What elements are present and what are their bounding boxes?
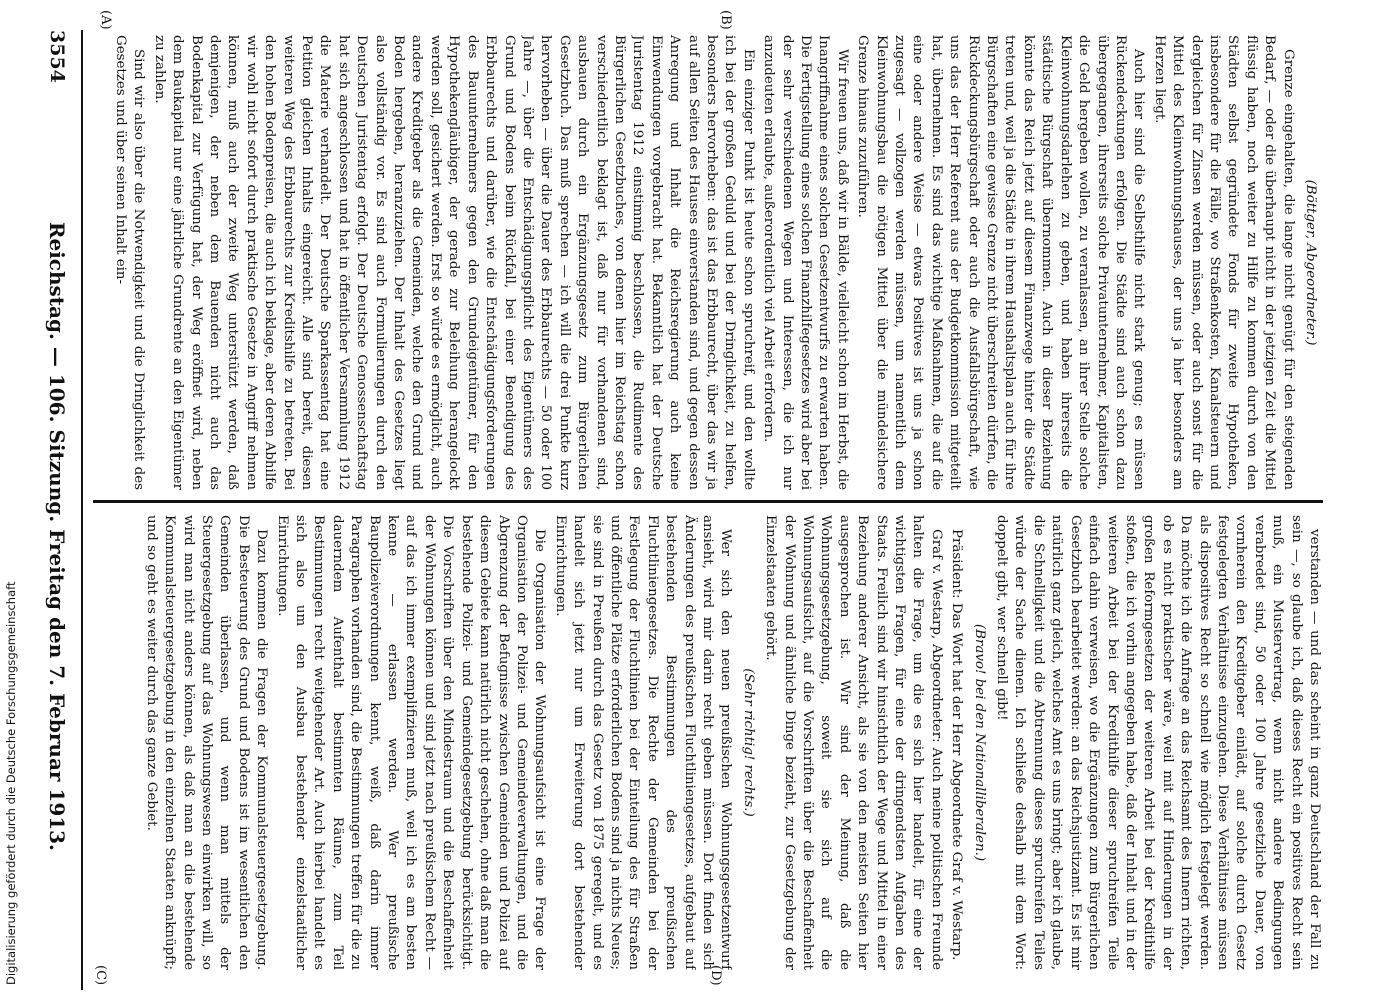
running-title: Reichstag. — 106. Sitzung. Freitag den 7. Februar 1913. [45,221,69,852]
left-column [88,35,1323,490]
paragraph: Ein einziger Punkt ist heute schon spruchreif, und den wollte ich bei der großen Geduld und bei der Dringlichkeit, zu helfen, besonders hervorheben: das ist das Erbbaurecht, über das wir ja auf allen Seiten des Hauses einverstanden sind, und gegen dessen Anregung und Inhalt die Reichsregierung auch keine Einwendungen vorgebracht hat. Bekanntlich hat der Deutsche Juristentag 1912 einstimmig beschlossen, die Rudimente des Bürgerlichen Gesetzbuches, von denen hier im Reichstag schon verschiedentlich beklagt ist, daß nur für vorhandenen sind, ausbauen durch ein Ergänzungsgesetz zum Bürgerlichen Gesetzbuch. Das muß sprechen — ich will die drei Punkte kurz hervorheben — über die Dauer des Erbbaurechts — 50 oder 100 Jahre —, über die Entschädigungspflicht des Eigentümers des Grund und Bodens beim Rückfall, bei einer Beendigung des Erbbaurechts und darüber, wie die Entschädigungsforderungen des Bauunternehmers gegen den Grundeigentümer, für den Hypothekengläubiger, der gerade zur Beleihung herangelockt werden soll, gesichert werden. Erst so würde es ermöglicht, auch andere Kreditgeber als die Gemeinden, welche den Grund und Boden hergeben, heranzuziehen. Der Inhalt des Gesetzes liegt also vollständig vor. Es sind auch Formulierungen durch den Deutschen Juristentag erfolgt. Der Deutsche Genossenschaftstag hat sich angeschlossen und hat in öffentlicher Versammlung 1912 die Materie verhandelt. Der Deutsche Sparkassentag hat eine Petition gleichen Inhalts eingereicht. Alle sind bereit, diesen weiteren Weg des Erbbaurechts zur Kreditshilfe zu betreten. Bei den hohen Bodenpreisen, die auch ich beklage, aber deren Abhilfe wir wohl nicht sofort durch praktische Gesetze in Angriff nehmen können, muß auch der zweite Weg unterstützt werden, daß demjenigen, der neben dem Bauenden nicht auch das Bodenkapital zur Verfügung hat, der Weg eröffnet wird, neben dem Baukapital nur eine jährliche Grundrente an den Eigentümer zu zahlen. [151,35,756,490]
interjection: (Sehr richtig! rechts.) [740,668,756,817]
paragraph: Präsident: Das Wort hat der Herr Abgeordnete Graf v. Westarp. [949,529,965,961]
paragraph: verstanden — und das scheint in ganz Deutschland der Fall zu sein —, so glaube ich, daß dieses Recht ein positives Recht sein muß, ein Mustervertrag, wenn nicht andere Bedingungen verabredet sind, 50 oder 100 Jahre gesetzliche Dauer, von vornherein den Kreditgeber einlädt, auf solche durch Gesetz festgelegten Verhältnisse einzugehen. Diese Verhältnisse müssen als dispositives Recht so schnell wie möglich festgelegt werden. Da möchte ich die Anfrage an das Reichsamt des Innern richten, ob es nicht praktischer wäre, weil mit auf Hinderungen in der großen Reformgesetzen der weiteren Arbeit bei der Kredithilfe stoßen, die ich vorhin angegeben habe, daß der Inhalt und in der weiteren Arbeit bei der Kredithilfe dieser spruchreifen Teile einfach dahin verweisen, wo die Ergänzungen zum Bürgerlichen Gesetzbuch bearbeitet werden: an das Reichsjustizamt. Es ist mir natürlich ganz gleich, welches Amt es uns bringt; aber ich glaube, die Schnelligkeit und die Abtrennung dieses spruchreifen Teiles würde der Sache dienen. Ich schließe deshalb mit dem Wort: doppelt gibt, wer schnell gibt! [994,515,1322,970]
paragraph: Dazu kommen die Fragen der Kommunalsteuergesetzgebung. Die Besteuerung des Grund und Bodens ist im wesentlichen den Gemeinden überlassen, und wenn man mittels der Steuergesetzgebung auf das Wohnungswesen einwirken will, so wird man nicht anders können, als daß man an die bestehende Kommunalsteuergesetzgebung in den einzelnen Staaten anknüpft; und so geht es weiter durch das ganze Gebiet. [143,515,270,970]
paragraph: Grenze eingehalten, die lange nicht genügt für den steigenden Bedarf, — oder die überhaupt nicht in der jetzigen Zeit die Mittel flüssig haben, noch weiter zu Hilfe zu kommen durch von den Städten selbst gegründete Fonds für zweite Hypotheken, insbesondere für die Fälle, wo Straßenkosten, Kanalsteuern und dergleichen für Zinsen werden müssen, oder auch sonst für die Mittel des Kleinwohnungshauses, der uns ja hier besonders am Herzen liegt. [1151,35,1296,490]
paragraph: Die Organisation der Wohnungsaufsicht ist eine Frage der Organisation der Polizei- und Gemeindeverwaltungen, und die Abgrenzung der Befugnisse zwischen Gemeinden und Polizei auf diesem Gebiete kann natürlich nicht geschehen, ohne daß man die bestehende Polizei- und Gemeindegesetzgebung berücksichtigt. Die Vorschriften über den Mindestraum und die Beschaffenheit der Wohnungen können und sind jetzt nach preußischem Recht — auf das ich immer exemplifizieren muß, weil ich es am besten kenne — erlassen werden. Wer preußische Baupolizeiverordnungen kennt, weiß, daß darin immer Paragraphen vorhanden sind, die Bestimmungen treffen für die zu dauerndem Aufenthalt bestimmten Räume, zum Teil Bestimmungen recht weitgehender Art. Auch hierbei handelt es sich also um den Ausbau bestehender einzelstaatlicher Einrichtungen. [274,515,548,970]
margin-mark-d: (D) [708,965,723,986]
paragraph: (Böttger, Abgeordneter.) [1303,179,1318,346]
header-rule [81,30,83,990]
margin-mark-b: (B) [718,10,733,30]
page-header [37,30,77,990]
applause-note: (Bravo! bei den Nationalliberalen.) [971,623,987,862]
margin-mark-c: (C) [93,965,108,986]
right-column [88,515,1323,970]
paragraph: Graf v. Westarp, Abgeordneter: Auch meine politischen Freunde halten die Frage, um die es sich hier handelt, für eine der wichtigsten Fragen, für eine der dringendsten Aufgaben des Staats. Freilich sind wir hinsichtlich der Wege und Mittel in einer Beziehung anderer Ansicht, als sie von den meisten Seiten hier ausgesprochen ist. Wir sind der Meinung, daß die Wohnungsgesetzgebung, soweit sie sich auf die Wohnungsaufsicht, auf die Vorschriften über die Beschaffenheit der Wohnung und ähnliche Dinge bezieht, zur Gesetzgebung der Einzelstaaten gehört. [763,515,944,970]
margin-mark-a: (A) [98,10,113,30]
paragraph: Wer sich den neuen preußischen Wohnungsgesetzentwurf ansieht, wird mir darin recht geben müssen. Dort finden sich Änderungen des preußischen Fluchtliniengesetzes, aufgebaut auf bestehenden Bestimmungen des preußischen Fluchtliniengesetzes. Die Rechte der Gemeinden bei der Festlegung der Fluchtlinien bei der Einteilung des für Straßen und öffentliche Plätze erforderlichen Bodens sind ja nichts Neues; sie sind in Preußen durch das Gesetz von 1875 geregelt, und es handelt sich jetzt nur um Erweiterung dort bestehender Einrichtungen. [552,515,734,970]
page-number: 3554 [46,30,68,83]
column-divider [93,500,1323,503]
digitization-note: Digitalisierung gefördert durch die Deutsche Forschungsgemeinschaft [4,581,18,985]
paragraph: Sind wir also über die Notwendigkeit und die Dringlichkeit des Gesetzes und über seinen Inhalt ein- [113,35,147,490]
paragraph: Auch hier sind die Selbsthilfe nicht stark genug; es müssen Rückendeckungen erfolgen. Die Städte sind auch schon dazu übergegangen, ihrerseits solche Privatunternehmer, Kapitalisten, die Geld hergeben wollen, zu veranlassen, an ihrer Stelle solche Kleinwohnungsdarlehen zu geben, und haben ihrerseits die städtische Bürgschaft übernommen. Auch in dieser Beziehung könnte das Reich jetzt auf diesem Finanzwege hinter die Städte treten und, weil ja die Städte in ihrem Haushaltsplan auch für ihre Bürgschaften eine gewisse Grenze nicht überschreiten dürfen, die Rückdeckungsbürgschaft oder auch die Ausfallsbürgschaft, wie uns das der Herr Referent aus der Budgetkommission mitgeteilt hat, übernehmen. Es sind das wichtige Maßnahmen, die auf die eine oder andere Weise — etwas Positives ist uns ja schon zugesagt — vollzogen werden müssen, um namentlich dem Kleinwohnungsbau die nötigen Mittel über die mündelsichere Grenze hinaus zuzuführen. [855,35,1147,490]
paragraph: Wir freuen uns, daß wir in Bälde, vielleicht schon im Herbst, die Inangriffnahme eines solchen Gesetzentwurfs zu erwarten haben. Die Fertigstellung eines solchen Finanzhilfegesetzes wird aber bei der sehr verschiedenen Wegen und Interessen, die ich nur anzudeuten erlaubte, außerordentlich viel Arbeit erfordern. [761,35,850,490]
